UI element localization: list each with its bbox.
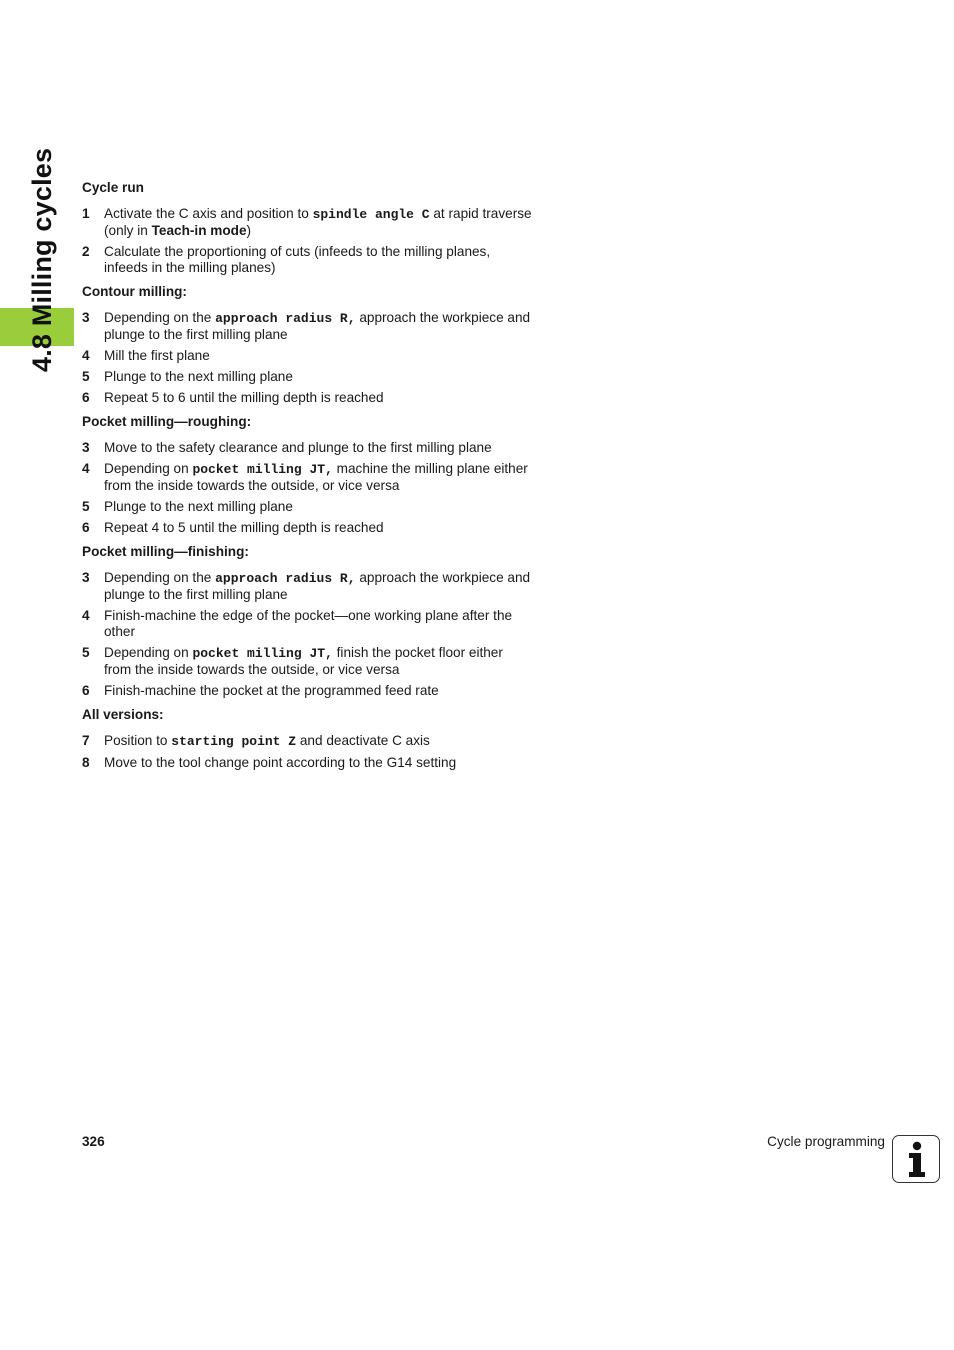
step-item [82,683,532,699]
text-run: Finish-machine the pocket at the programmed feed rate [104,683,439,698]
step-text [104,461,528,493]
text-run: Calculate the proportioning of cuts (infeeds to the milling planes, infeeds in the milling planes) [104,244,491,275]
info-icon[interactable] [892,1135,940,1183]
step-number: 5 [82,645,90,660]
step-item [82,206,532,239]
text-run: Depending on [104,645,193,660]
section-heading: Pocket milling—roughing: [82,414,252,429]
step-item [82,369,532,385]
page-number: 326 [82,1134,105,1149]
text-run: Move to the safety clearance and plunge to the first milling plane [104,440,492,455]
step-number: 1 [82,206,90,221]
section-heading: Cycle run [82,180,144,195]
step-item [82,755,532,771]
step-text [104,206,532,238]
text-run: at rapid traverse (only in [104,206,532,238]
text-run: finish the pocket floor either from the inside towards the outside, or vice versa [104,645,503,677]
section [82,707,532,771]
section [82,544,532,699]
section-heading: Pocket milling—finishing: [82,544,249,559]
text-run: and deactivate C axis [296,733,430,748]
step-text [104,310,530,342]
step-item [82,499,532,515]
step-text [104,608,512,639]
section [82,180,532,276]
step-text [104,520,384,535]
step-number: 3 [82,570,90,585]
mode-name: Teach-in mode [151,223,247,238]
text-run: ) [246,223,252,238]
info-glyph [893,1136,938,1181]
text-run: machine the milling plane either from the inside towards the outside, or vice versa [104,461,528,493]
parameter-name: approach radius R, [215,571,356,586]
step-text [104,369,293,384]
step-text [104,645,503,677]
step-number: 5 [82,369,90,384]
step-text [104,499,293,514]
step-text [104,570,530,602]
main-content [82,180,532,779]
text-run: approach the workpiece and plunge to the first milling plane [104,310,531,342]
text-run: Move to the tool change point according to the G14 setting [104,755,457,770]
step-number: 8 [82,755,90,770]
parameter-name: spindle angle C [312,207,430,222]
text-run: Plunge to the next milling plane [104,499,293,514]
step-item [82,733,532,750]
text-run: Finish-machine the edge of the pocket—one working plane after the other [104,608,513,639]
text-run: Repeat 4 to 5 until the milling depth is reached [104,520,384,535]
section-heading: Contour milling: [82,284,187,299]
text-run: Depending on [104,461,193,476]
step-text [104,348,210,363]
step-item [82,461,532,494]
step-number: 4 [82,461,90,476]
step-text [104,244,490,275]
section [82,414,532,536]
parameter-name: approach radius R, [215,311,356,326]
step-text [104,440,492,455]
text-run: Repeat 5 to 6 until the milling depth is reached [104,390,384,405]
section-heading: All versions: [82,707,164,722]
text-run: Mill the first plane [104,348,210,363]
step-text [104,755,456,770]
text-run: Depending on the [104,310,216,325]
step-item [82,608,532,640]
parameter-name: pocket milling JT, [192,646,333,661]
step-number: 6 [82,520,90,535]
footer-chapter-title: Cycle programming [767,1134,885,1149]
parameter-name: pocket milling JT, [192,462,333,477]
step-number: 4 [82,348,90,363]
step-text [104,683,439,698]
step-item [82,520,532,536]
step-number: 6 [82,683,90,698]
text-run: approach the workpiece and plunge to the first milling plane [104,570,531,602]
chapter-title: 4.8 Milling cycles [27,147,57,372]
text-run: Position to [104,733,172,748]
step-number: 3 [82,440,90,455]
step-number: 3 [82,310,90,325]
step-item [82,645,532,678]
step-text [104,733,430,748]
step-item [82,310,532,343]
step-item [82,348,532,364]
step-number: 7 [82,733,90,748]
step-text [104,390,384,405]
step-item [82,244,532,276]
step-item [82,570,532,603]
section [82,284,532,406]
step-item [82,440,532,456]
step-number: 5 [82,499,90,514]
text-run: Depending on the [104,570,216,585]
step-number: 6 [82,390,90,405]
step-number: 2 [82,244,90,259]
parameter-name: starting point Z [171,734,297,749]
text-run: Activate the C axis and position to [104,206,313,221]
step-item [82,390,532,406]
step-number: 4 [82,608,90,623]
text-run: Plunge to the next milling plane [104,369,293,384]
